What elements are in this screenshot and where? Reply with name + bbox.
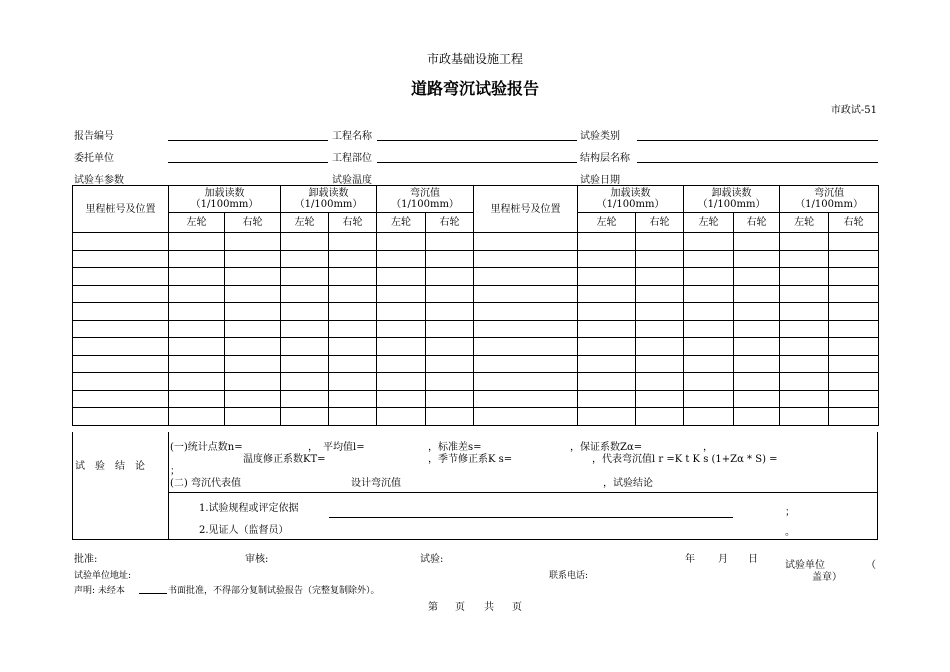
table-cell[interactable] xyxy=(734,250,780,268)
stat-comma: ， xyxy=(703,442,713,453)
table-cell[interactable] xyxy=(329,233,377,251)
table-cell[interactable] xyxy=(578,268,636,286)
table-cell[interactable] xyxy=(225,268,281,286)
table-cell[interactable] xyxy=(578,250,636,268)
table-cell[interactable] xyxy=(426,233,474,251)
table-cell[interactable] xyxy=(780,320,829,338)
page-title: 道路弯沉试验报告 xyxy=(410,79,539,98)
table-cell[interactable] xyxy=(684,320,734,338)
form-number: 市政试-51 xyxy=(830,105,877,116)
report-no-field[interactable] xyxy=(168,140,328,141)
test-date-label: 试验日期 xyxy=(580,175,620,186)
table-cell[interactable] xyxy=(426,390,474,408)
table-cell[interactable] xyxy=(734,233,780,251)
left-wheel-header: 左轮 xyxy=(780,213,829,233)
table-cell[interactable] xyxy=(281,268,329,286)
table-cell[interactable] xyxy=(780,408,829,426)
table-cell[interactable] xyxy=(829,233,879,251)
right-wheel-header: 右轮 xyxy=(426,213,474,233)
witness-label: 2.见证人（监督员） xyxy=(199,525,289,536)
table-cell[interactable] xyxy=(780,355,829,373)
right-wheel-header: 右轮 xyxy=(329,213,377,233)
table-cell[interactable] xyxy=(829,338,879,356)
table-cell[interactable] xyxy=(578,373,636,391)
table-cell[interactable] xyxy=(734,320,780,338)
table-cell[interactable] xyxy=(73,320,169,338)
page-ye1: 页 xyxy=(455,602,465,613)
table-cell[interactable] xyxy=(474,390,578,408)
table-cell[interactable] xyxy=(281,320,329,338)
right-wheel-header: 右轮 xyxy=(636,213,684,233)
table-cell[interactable] xyxy=(780,285,829,303)
table-cell[interactable] xyxy=(578,338,636,356)
table-cell[interactable] xyxy=(426,268,474,286)
table-cell[interactable] xyxy=(329,250,377,268)
project-part-label: 工程部位 xyxy=(332,153,372,164)
table-cell[interactable] xyxy=(734,373,780,391)
witness-end: 。 xyxy=(785,527,795,538)
table-cell[interactable] xyxy=(829,408,879,426)
right-wheel-header: 右轮 xyxy=(734,213,780,233)
day-label: 日 xyxy=(748,554,758,565)
table-cell[interactable] xyxy=(474,338,578,356)
test-conclusion-label: ，试验结论 xyxy=(603,478,653,489)
left-wheel-header: 左轮 xyxy=(684,213,734,233)
table-cell[interactable] xyxy=(578,355,636,373)
table-cell[interactable] xyxy=(829,373,879,391)
table-cell[interactable] xyxy=(329,268,377,286)
project-part-field[interactable] xyxy=(377,162,577,163)
right-wheel-header: 右轮 xyxy=(829,213,879,233)
table-cell[interactable] xyxy=(426,408,474,426)
table-cell[interactable] xyxy=(377,268,426,286)
test-type-field[interactable] xyxy=(637,140,878,141)
table-cell[interactable] xyxy=(169,303,225,321)
table-cell[interactable] xyxy=(780,390,829,408)
statement-prefix: 声明: 未经本 xyxy=(74,586,125,596)
stat-z: ，保证系数Zα= xyxy=(570,442,643,453)
layer-name-field[interactable] xyxy=(637,162,878,163)
table-cell[interactable] xyxy=(225,408,281,426)
phone-label: 联系电话: xyxy=(549,571,589,581)
table-cell[interactable] xyxy=(73,250,169,268)
table-cell[interactable] xyxy=(281,408,329,426)
table-cell[interactable] xyxy=(636,233,684,251)
station-header-right: 里程桩号及位置 xyxy=(474,186,578,233)
table-cell[interactable] xyxy=(426,320,474,338)
table-cell[interactable] xyxy=(474,320,578,338)
table-cell[interactable] xyxy=(377,390,426,408)
table-cell[interactable] xyxy=(225,390,281,408)
layer-name-label: 结构层名称 xyxy=(580,153,630,164)
conclusion-section xyxy=(72,432,878,540)
table-cell[interactable] xyxy=(377,233,426,251)
approve-label: 批准: xyxy=(74,554,98,565)
table-cell[interactable] xyxy=(829,250,879,268)
client-label: 委托单位 xyxy=(74,153,114,164)
table-cell[interactable] xyxy=(426,285,474,303)
table-cell[interactable] xyxy=(684,408,734,426)
conclusion-side-label: 试 验 结 论 xyxy=(75,461,145,472)
table-cell[interactable] xyxy=(578,285,636,303)
table-row xyxy=(73,408,879,426)
table-cell[interactable] xyxy=(829,390,879,408)
table-cell[interactable] xyxy=(684,303,734,321)
table-row xyxy=(73,268,879,286)
table-cell[interactable] xyxy=(684,355,734,373)
table-cell[interactable] xyxy=(684,250,734,268)
table-cell[interactable] xyxy=(780,250,829,268)
table-cell[interactable] xyxy=(734,268,780,286)
table-cell[interactable] xyxy=(636,268,684,286)
table-cell[interactable] xyxy=(73,285,169,303)
table-cell[interactable] xyxy=(329,338,377,356)
deflection-header-right: 弯沉值 （1/100mm） xyxy=(780,186,879,213)
basis-label: 1.试验规程或评定依据 xyxy=(199,503,299,514)
design-deflection-label: 设计弯沉值 xyxy=(351,478,401,489)
test-label: 试验: xyxy=(420,554,444,565)
table-cell[interactable] xyxy=(329,285,377,303)
table-cell[interactable] xyxy=(281,390,329,408)
table-cell[interactable] xyxy=(377,285,426,303)
left-wheel-header: 左轮 xyxy=(169,213,225,233)
table-row xyxy=(73,250,879,268)
table-cell[interactable] xyxy=(780,268,829,286)
table-cell[interactable] xyxy=(780,303,829,321)
table-cell[interactable] xyxy=(829,285,879,303)
table-cell[interactable] xyxy=(329,303,377,321)
report-no-label: 报告编号 xyxy=(74,131,114,142)
table-cell[interactable] xyxy=(829,303,879,321)
table-cell[interactable] xyxy=(377,250,426,268)
table-cell[interactable] xyxy=(734,408,780,426)
table-cell[interactable] xyxy=(281,338,329,356)
table-cell[interactable] xyxy=(281,373,329,391)
table-cell[interactable] xyxy=(636,303,684,321)
table-cell[interactable] xyxy=(225,250,281,268)
table-cell[interactable] xyxy=(578,303,636,321)
table-row xyxy=(73,285,879,303)
table-cell[interactable] xyxy=(169,250,225,268)
table-cell[interactable] xyxy=(734,338,780,356)
table-cell[interactable] xyxy=(829,355,879,373)
table-cell[interactable] xyxy=(684,233,734,251)
table-cell[interactable] xyxy=(578,390,636,408)
table-cell[interactable] xyxy=(377,373,426,391)
table-row xyxy=(73,373,879,391)
table-cell[interactable] xyxy=(734,285,780,303)
project-name-field[interactable] xyxy=(377,140,577,141)
load-header-left: 加载读数 （1/100mm） xyxy=(169,186,281,213)
deflection-table xyxy=(72,185,879,426)
season-coef: ，季节修正系K s= xyxy=(428,454,513,465)
table-cell[interactable] xyxy=(281,233,329,251)
table-cell[interactable] xyxy=(329,373,377,391)
table-cell[interactable] xyxy=(636,338,684,356)
table-cell[interactable] xyxy=(578,408,636,426)
month-label: 月 xyxy=(718,554,728,565)
year-label: 年 xyxy=(685,554,695,565)
table-cell[interactable] xyxy=(684,390,734,408)
table-row xyxy=(73,320,879,338)
table-cell[interactable] xyxy=(426,355,474,373)
paren-open: （ xyxy=(866,560,876,571)
address-label: 试验单位地址: xyxy=(74,571,132,581)
table-cell[interactable] xyxy=(225,373,281,391)
table-cell[interactable] xyxy=(474,408,578,426)
table-cell[interactable] xyxy=(377,408,426,426)
table-cell[interactable] xyxy=(329,408,377,426)
page-di: 第 xyxy=(428,602,438,613)
table-row xyxy=(73,390,879,408)
table-cell[interactable] xyxy=(281,355,329,373)
table-cell[interactable] xyxy=(578,320,636,338)
basis-end: ； xyxy=(785,507,795,518)
table-cell[interactable] xyxy=(377,320,426,338)
stat-mean: ， 平均值l= xyxy=(308,442,365,453)
table-cell[interactable] xyxy=(225,303,281,321)
rep-deflection-label: (二) 弯沉代表值 xyxy=(170,478,241,489)
statement-suffix: 书面批准，不得部分复制试验报告（完整复制除外）。 xyxy=(168,586,380,596)
test-unit-label: 试验单位 xyxy=(785,560,825,571)
table-cell[interactable] xyxy=(636,285,684,303)
table-cell[interactable] xyxy=(169,320,225,338)
table-cell[interactable] xyxy=(426,338,474,356)
table-cell[interactable] xyxy=(169,355,225,373)
table-cell[interactable] xyxy=(636,355,684,373)
semicolon: ； xyxy=(170,466,180,477)
table-cell[interactable] xyxy=(684,285,734,303)
table-cell[interactable] xyxy=(281,250,329,268)
table-cell[interactable] xyxy=(474,373,578,391)
load-header-right: 加载读数 （1/100mm） xyxy=(578,186,684,213)
table-cell[interactable] xyxy=(426,373,474,391)
table-cell[interactable] xyxy=(73,408,169,426)
table-cell[interactable] xyxy=(169,408,225,426)
unload-header-right: 卸载读数 （1/100mm） xyxy=(684,186,780,213)
unload-header-left: 卸载读数 （1/100mm） xyxy=(281,186,377,213)
test-type-label: 试验类别 xyxy=(580,131,620,142)
page-gong: 共 xyxy=(484,602,494,613)
table-cell[interactable] xyxy=(734,355,780,373)
table-cell[interactable] xyxy=(169,373,225,391)
table-row xyxy=(73,338,879,356)
table-row xyxy=(73,233,879,251)
table-cell[interactable] xyxy=(225,233,281,251)
table-cell[interactable] xyxy=(734,303,780,321)
page-ye2: 页 xyxy=(512,602,522,613)
table-cell[interactable] xyxy=(225,338,281,356)
table-cell[interactable] xyxy=(377,338,426,356)
table-cell[interactable] xyxy=(377,303,426,321)
vehicle-params-label: 试验车参数 xyxy=(74,175,124,186)
table-cell[interactable] xyxy=(225,355,281,373)
table-cell[interactable] xyxy=(636,250,684,268)
table-cell[interactable] xyxy=(829,268,879,286)
deflection-header-left: 弯沉值 （1/100mm） xyxy=(377,186,474,213)
station-header-left: 里程桩号及位置 xyxy=(73,186,169,233)
left-wheel-header: 左轮 xyxy=(578,213,636,233)
table-cell[interactable] xyxy=(684,373,734,391)
right-wheel-header: 右轮 xyxy=(225,213,281,233)
table-cell[interactable] xyxy=(426,303,474,321)
table-cell[interactable] xyxy=(780,233,829,251)
table-cell[interactable] xyxy=(474,285,578,303)
table-cell[interactable] xyxy=(73,233,169,251)
left-wheel-header: 左轮 xyxy=(281,213,329,233)
table-cell[interactable] xyxy=(281,285,329,303)
rep-deflection-formula: ，代表弯沉值l r =K t K s (1+Zα * S) = xyxy=(592,454,778,465)
table-cell[interactable] xyxy=(474,268,578,286)
table-cell[interactable] xyxy=(169,268,225,286)
temp-coef: 温度修正系数KT= xyxy=(243,454,326,465)
table-cell[interactable] xyxy=(169,285,225,303)
basis-field[interactable] xyxy=(329,517,733,518)
table-cell[interactable] xyxy=(377,355,426,373)
review-label: 审核: xyxy=(245,554,269,565)
table-cell[interactable] xyxy=(636,408,684,426)
table-cell[interactable] xyxy=(684,338,734,356)
table-row xyxy=(73,355,879,373)
project-name-label: 工程名称 xyxy=(332,131,372,142)
table-cell[interactable] xyxy=(329,390,377,408)
table-cell[interactable] xyxy=(636,390,684,408)
table-cell[interactable] xyxy=(281,303,329,321)
table-cell[interactable] xyxy=(474,355,578,373)
table-cell[interactable] xyxy=(780,338,829,356)
table-cell[interactable] xyxy=(329,320,377,338)
table-row xyxy=(73,303,879,321)
table-cell[interactable] xyxy=(578,233,636,251)
left-wheel-header: 左轮 xyxy=(377,213,426,233)
table-cell[interactable] xyxy=(73,355,169,373)
table-cell[interactable] xyxy=(636,373,684,391)
table-cell[interactable] xyxy=(225,320,281,338)
table-cell[interactable] xyxy=(426,250,474,268)
statement-blank[interactable] xyxy=(139,593,167,594)
table-cell[interactable] xyxy=(474,233,578,251)
table-cell[interactable] xyxy=(225,285,281,303)
table-cell[interactable] xyxy=(73,303,169,321)
table-cell[interactable] xyxy=(73,338,169,356)
table-cell[interactable] xyxy=(169,233,225,251)
table-cell[interactable] xyxy=(474,250,578,268)
table-cell[interactable] xyxy=(734,390,780,408)
stat-n: (一)统计点数n= xyxy=(170,442,243,453)
table-cell[interactable] xyxy=(636,320,684,338)
table-cell[interactable] xyxy=(169,390,225,408)
table-cell[interactable] xyxy=(169,338,225,356)
test-temp-label: 试验温度 xyxy=(332,175,372,186)
table-cell[interactable] xyxy=(73,268,169,286)
table-cell[interactable] xyxy=(474,303,578,321)
table-cell[interactable] xyxy=(73,373,169,391)
table-cell[interactable] xyxy=(329,355,377,373)
stat-sd: ，标准差s= xyxy=(428,442,482,453)
table-cell[interactable] xyxy=(73,390,169,408)
client-field[interactable] xyxy=(168,162,328,163)
page-subtitle: 市政基础设施工程 xyxy=(426,52,523,66)
table-cell[interactable] xyxy=(780,373,829,391)
table-cell[interactable] xyxy=(829,320,879,338)
stamp-label: 盖章） xyxy=(812,572,842,583)
table-cell[interactable] xyxy=(684,268,734,286)
